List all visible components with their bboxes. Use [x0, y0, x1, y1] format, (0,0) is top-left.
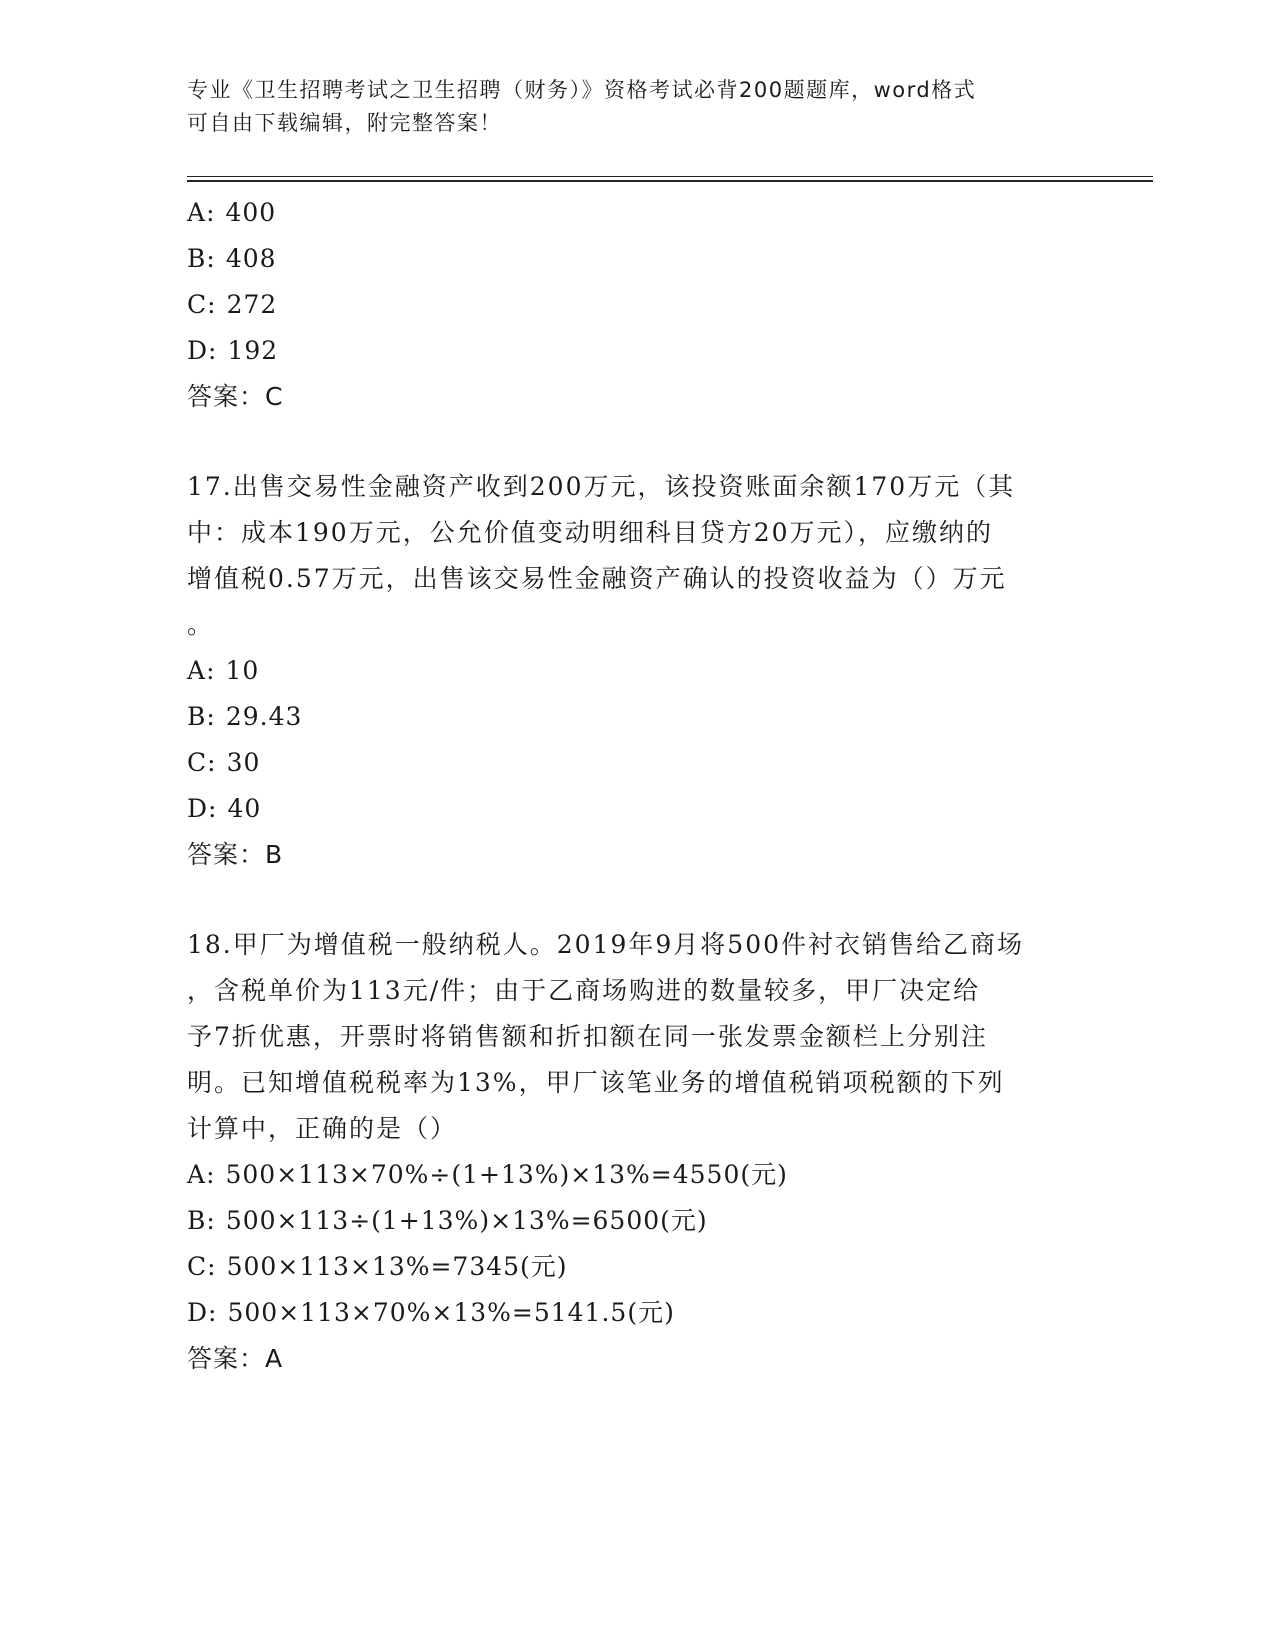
option-separator: : — [208, 794, 218, 823]
option-key: B — [187, 1206, 207, 1235]
option-key: C — [187, 748, 208, 777]
option-text: 500×113÷(1+13%)×13%=6500(元) — [225, 1206, 708, 1235]
question-text-line: 。 — [187, 610, 215, 639]
option-text: 500×113×13%=7345(元) — [226, 1252, 568, 1281]
option-key: D — [187, 336, 209, 365]
option-separator: : — [208, 336, 218, 365]
question-content — [187, 190, 1087, 1382]
question-text-line: 17.出售交易性金融资产收到200万元，该投资账面余额170万元（其 — [187, 472, 1016, 501]
option-separator: : — [208, 1298, 218, 1327]
spacer — [187, 878, 1087, 922]
option-text: 29.43 — [225, 702, 303, 731]
answer-line: 答案：B — [187, 840, 284, 869]
option-row — [187, 1290, 1087, 1336]
option-text: 500×113×70%×13%=5141.5(元) — [227, 1298, 675, 1327]
question-text-line: 予7折优惠，开票时将销售额和折扣额在同一张发票金额栏上分别注 — [187, 1022, 988, 1051]
header-divider-thick — [187, 180, 1153, 182]
option-text: 40 — [227, 794, 262, 823]
option-key: D — [187, 794, 209, 823]
option-separator: : — [207, 748, 217, 777]
option-row — [187, 190, 1087, 236]
option-row — [187, 282, 1087, 328]
option-text: 30 — [226, 748, 261, 777]
question-text-line: 明。已知增值税税率为13%，甲厂该笔业务的增值税销项税额的下列 — [187, 1068, 1005, 1097]
question-17 — [187, 464, 1087, 878]
prev-question-options — [187, 190, 1087, 420]
option-key: B — [187, 702, 207, 731]
option-key: C — [187, 290, 208, 319]
option-separator: : — [206, 244, 216, 273]
option-separator: : — [207, 290, 217, 319]
option-key: B — [187, 244, 207, 273]
option-text: 10 — [225, 656, 260, 685]
option-key: A — [187, 656, 207, 685]
option-separator: : — [206, 198, 216, 227]
option-separator: : — [206, 1206, 216, 1235]
option-separator: : — [206, 702, 216, 731]
header-line-1: 专业《卫生招聘考试之卫生招聘（财务）》资格考试必背200题题库，word格式 — [187, 78, 977, 102]
header-divider-thin — [187, 176, 1153, 177]
option-separator: : — [206, 1160, 216, 1189]
option-text: 408 — [225, 244, 277, 273]
option-row — [187, 1198, 1087, 1244]
option-separator: : — [207, 1252, 217, 1281]
option-row — [187, 1244, 1087, 1290]
option-key: A — [187, 1160, 207, 1189]
spacer — [187, 420, 1087, 464]
option-row — [187, 236, 1087, 282]
option-text: 500×113×70%÷(1+13%)×13%=4550(元) — [225, 1160, 788, 1189]
answer-line: 答案：C — [187, 382, 284, 411]
option-row — [187, 1152, 1087, 1198]
option-row — [187, 740, 1087, 786]
document-header — [187, 74, 1067, 140]
option-row — [187, 648, 1087, 694]
option-text: 192 — [227, 336, 279, 365]
answer-line: 答案：A — [187, 1344, 284, 1373]
option-text: 400 — [225, 198, 277, 227]
question-18 — [187, 922, 1087, 1382]
question-text-line: 增值税0.57万元，出售该交易性金融资产确认的投资收益为（）万元 — [187, 564, 1007, 593]
option-text: 272 — [226, 290, 278, 319]
question-text-line: 18.甲厂为增值税一般纳税人。2019年9月将500件衬衣销售给乙商场 — [187, 930, 1025, 959]
option-row — [187, 786, 1087, 832]
option-row — [187, 694, 1087, 740]
option-key: C — [187, 1252, 208, 1281]
option-key: D — [187, 1298, 209, 1327]
question-text-line: ，含税单价为113元/件；由于乙商场购进的数量较多，甲厂决定给 — [187, 976, 981, 1005]
header-line-2: 可自由下载编辑，附完整答案！ — [187, 111, 502, 135]
question-text-line: 中：成本190万元，公允价值变动明细科目贷方20万元），应缴纳的 — [187, 518, 994, 547]
option-row — [187, 328, 1087, 374]
option-separator: : — [206, 656, 216, 685]
option-key: A — [187, 198, 207, 227]
question-text-line: 计算中，正确的是（） — [187, 1114, 458, 1143]
